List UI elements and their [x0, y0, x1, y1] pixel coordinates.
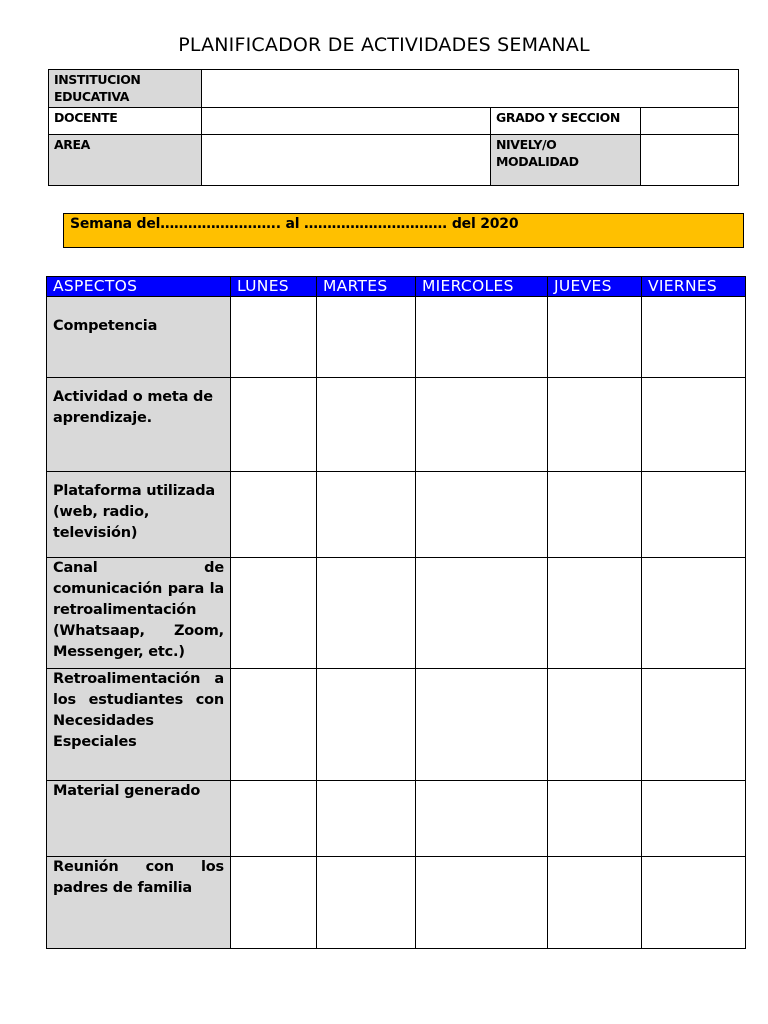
day-cell[interactable] [548, 378, 642, 472]
day-cell[interactable] [642, 297, 746, 378]
col-header-martes: MARTES [317, 277, 416, 297]
table-row [47, 669, 746, 781]
day-cell[interactable] [416, 781, 548, 857]
day-cell[interactable] [548, 781, 642, 857]
day-cell[interactable] [231, 472, 317, 558]
plan-header-row [47, 277, 746, 297]
day-cell[interactable] [416, 297, 548, 378]
col-header-miercoles: MIERCOLES [416, 277, 548, 297]
day-cell[interactable] [416, 558, 548, 669]
grado-label: GRADO Y SECCION [491, 108, 641, 135]
col-header-lunes: LUNES [231, 277, 317, 297]
table-row [47, 857, 746, 949]
day-cell[interactable] [317, 378, 416, 472]
day-cell[interactable] [231, 857, 317, 949]
aspect-label: Actividad o meta de aprendizaje. [47, 378, 231, 472]
day-cell[interactable] [642, 669, 746, 781]
nivel-label: NIVELY/O MODALIDAD [491, 135, 641, 186]
aspect-label: Plataforma utilizada (web, radio, televisión) [47, 472, 231, 558]
day-cell[interactable] [548, 857, 642, 949]
aspect-label: Competencia [47, 297, 231, 378]
col-header-aspectos: ASPECTOS [47, 277, 231, 297]
week-range-bar[interactable]: Semana del…………………….. al …………………………. del 2020 [63, 213, 744, 248]
nivel-field[interactable] [641, 135, 739, 186]
docente-label: DOCENTE [49, 108, 202, 135]
day-cell[interactable] [231, 781, 317, 857]
page-title: PLANIFICADOR DE ACTIVIDADES SEMANAL [178, 34, 590, 56]
weekly-plan-table [46, 276, 746, 949]
day-cell[interactable] [317, 558, 416, 669]
aspect-label: Retroalimentación a los estudiantes con Necesidades Especiales [47, 669, 231, 781]
col-header-jueves: JUEVES [548, 277, 642, 297]
day-cell[interactable] [317, 781, 416, 857]
day-cell[interactable] [416, 472, 548, 558]
table-row [47, 781, 746, 857]
day-cell[interactable] [317, 669, 416, 781]
day-cell[interactable] [548, 558, 642, 669]
day-cell[interactable] [416, 857, 548, 949]
day-cell[interactable] [548, 297, 642, 378]
day-cell[interactable] [416, 378, 548, 472]
day-cell[interactable] [548, 472, 642, 558]
aspect-label: Material generado [47, 781, 231, 857]
table-row [47, 558, 746, 669]
grado-field[interactable] [641, 108, 739, 135]
day-cell[interactable] [231, 669, 317, 781]
day-cell[interactable] [231, 558, 317, 669]
table-row [47, 297, 746, 378]
day-cell[interactable] [548, 669, 642, 781]
day-cell[interactable] [642, 857, 746, 949]
area-label: AREA [49, 135, 202, 186]
area-field[interactable] [202, 135, 491, 186]
day-cell[interactable] [642, 781, 746, 857]
docente-field[interactable] [202, 108, 491, 135]
day-cell[interactable] [642, 558, 746, 669]
day-cell[interactable] [642, 378, 746, 472]
institucion-field[interactable] [202, 70, 739, 108]
info-table [48, 69, 739, 186]
day-cell[interactable] [317, 857, 416, 949]
day-cell[interactable] [317, 472, 416, 558]
day-cell[interactable] [416, 669, 548, 781]
institucion-label: INSTITUCION EDUCATIVA [49, 70, 202, 108]
aspect-label: Reunión con los padres de familia [47, 857, 231, 949]
day-cell[interactable] [642, 472, 746, 558]
table-row [47, 472, 746, 558]
day-cell[interactable] [231, 378, 317, 472]
day-cell[interactable] [317, 297, 416, 378]
table-row [47, 378, 746, 472]
aspect-label: Canal de comunicación para la retroalimentación (Whatsaap, Zoom, Messenger, etc.) [47, 558, 231, 669]
day-cell[interactable] [231, 297, 317, 378]
col-header-viernes: VIERNES [642, 277, 746, 297]
